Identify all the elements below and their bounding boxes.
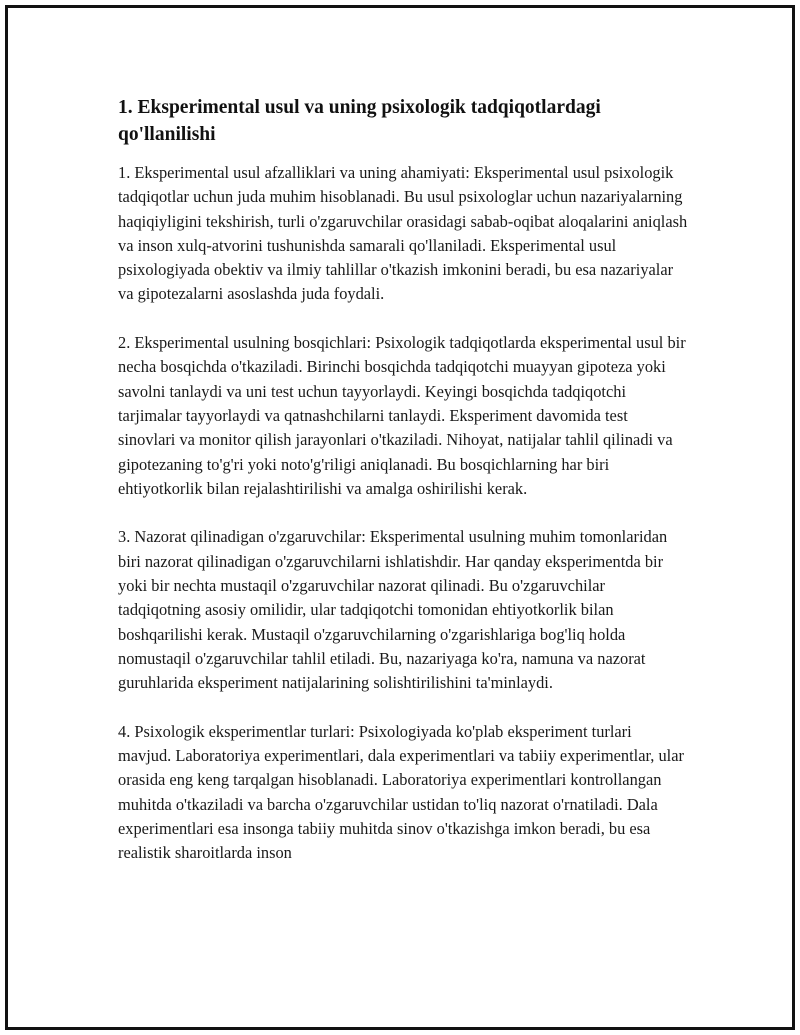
paragraph-2: 2. Eksperimental usulning bosqichlari: Psixologik tadqiqotlarda eksperimental usul bir necha bosqichda o'tkaziladi. Birinchi bosqichda tadqiqotchi muayyan gipoteza yoki savolni tanlaydi va uni test uchun tayyorlaydi. Keyingi bosqichda tadqiqotchi tarjimalar tayyorlaydi va qatnashchilarni tanlaydi. Eksperiment davomida test sinovlari va monitor qilish jarayonlari o'tkaziladi. Nihoyat, natijalar tahlil qilinadi va gipotezaning to'g'ri yoki noto'g'riligi aniqlanadi. Bu bosqichlarning har biri ehtiyotkorlik bilan rejalashtirilishi va amalga oshirilishi kerak. [118,333,686,498]
paragraph-1: 1. Eksperimental usul afzalliklari va uning ahamiyati: Eksperimental usul psixologik tadqiqotlar uchun juda muhim hisoblanadi. Bu usul psixologlar uchun nazariyalarning haqiqiyligini tekshirish, turli o'zgaruvchilar orasidagi sabab-oqibat aloqalarini aniqlash va inson xulq-atvorini tushunishda samarali qo'llaniladi. Eksperimental usul psixologiyada obektiv va ilmiy tahlillar o'tkazish imkonini beradi, bu esa nazariyalar va gipotezalarni asoslashda juda foydali. [118,163,688,304]
document-title: 1. Eksperimental usul va uning psixologik tadqiqotlardagi qo'llanilishi [118,97,601,145]
paragraph-4: 4. Psixologik eksperimentlar turlari: Psixologiyada ko'plab eksperiment turlari mavjud. Laboratoriya experimentlari, dala experimentlari va tabiiy experimentlar, ular orasida eng keng tarqalgan hisoblanadi. Laboratoriya experimentlari kontrollangan muhitda o'tkaziladi va barcha o'zgaruvchilar ustidan to'liq nazorat o'rnatiladi. Dala experimentlari esa insonga tabiiy muhitda sinov o'tkazishga imkon beradi, bu esa realistik sharoitlarda inson [118,721,684,863]
paragraph-3: 3. Nazorat qilinadigan o'zgaruvchilar: Eksperimental usulning muhim tomonlaridan biri nazorat qilinadigan o'zgaruvchilarni ishlatishdir. Har qanday eksperimentda bir yoki bir nechta mustaqil o'zgaruvchilar nazorat qilinadi. Bu o'zgaruvchilar tadqiqotning asosiy omilidir, ular tadqiqotchi tomonidan ehtiyotkorlik bilan boshqarilishi kerak. Mustaqil o'zgaruvchilarning o'zgarishlariga bog'liq holda nomustaqil o'zgaruvchilar tahlil etiladi. Bu, nazariyaga ko'ra, namuna va nazorat guruhlarida eksperiment natijalarining solishtirilishini ta'minlaydi. [118,527,668,693]
document-body [118,94,688,866]
